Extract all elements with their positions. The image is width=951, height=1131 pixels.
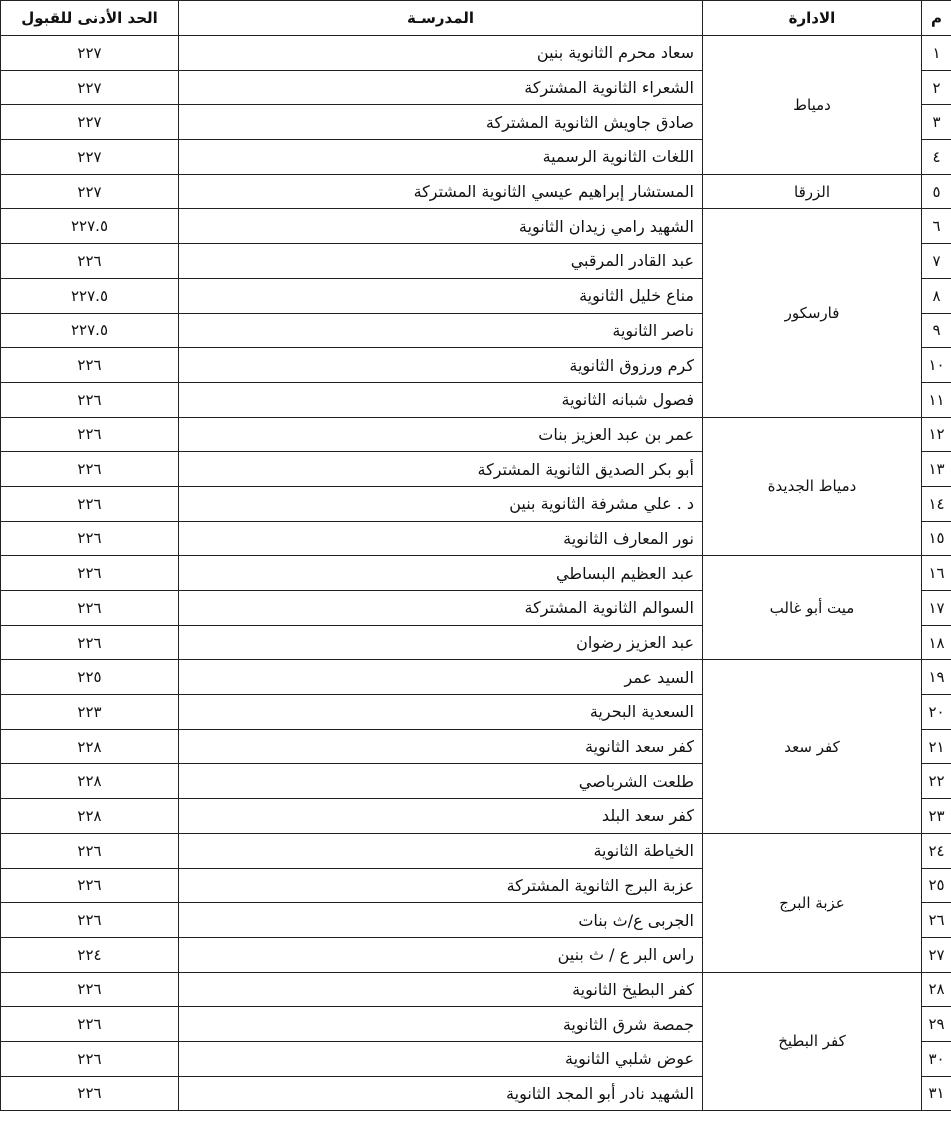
min-score: ٢٢٦ xyxy=(1,521,179,556)
min-score: ٢٢٧.٥ xyxy=(1,278,179,313)
row-number: ٢ xyxy=(922,70,951,105)
admin-cell: عزبة البرج xyxy=(703,833,922,972)
table-row xyxy=(1,833,951,868)
min-score: ٢٢٦ xyxy=(1,348,179,383)
school-name: كفر البطيخ الثانوية xyxy=(179,972,703,1007)
header-school: المدرسـة xyxy=(179,1,703,36)
school-name: عبد العظيم البساطي xyxy=(179,556,703,591)
admin-cell: فارسكور xyxy=(703,209,922,417)
school-name: ناصر الثانوية xyxy=(179,313,703,348)
min-score: ٢٢٦ xyxy=(1,903,179,938)
table-body xyxy=(1,36,951,1111)
row-number: ٢٨ xyxy=(922,972,951,1007)
row-number: ١٥ xyxy=(922,521,951,556)
school-name: راس البر ع / ث بنين xyxy=(179,937,703,972)
row-number: ٩ xyxy=(922,313,951,348)
row-number: ٢٣ xyxy=(922,799,951,834)
min-score: ٢٢٦ xyxy=(1,625,179,660)
min-score: ٢٢٨ xyxy=(1,764,179,799)
school-name: السعدية البحرية xyxy=(179,695,703,730)
table-row xyxy=(1,417,951,452)
admin-cell: دمياط xyxy=(703,36,922,175)
row-number: ١٦ xyxy=(922,556,951,591)
school-name: كرم ورزوق الثانوية xyxy=(179,348,703,383)
admin-cell: الزرقا xyxy=(703,174,922,209)
min-score: ٢٢٨ xyxy=(1,799,179,834)
row-number: ٣١ xyxy=(922,1076,951,1111)
min-score: ٢٢٦ xyxy=(1,417,179,452)
row-number: ٤ xyxy=(922,140,951,175)
min-score: ٢٢٧ xyxy=(1,70,179,105)
school-name: الخياطة الثانوية xyxy=(179,833,703,868)
school-name: السيد عمر xyxy=(179,660,703,695)
school-name: الشعراء الثانوية المشتركة xyxy=(179,70,703,105)
row-number: ١٤ xyxy=(922,486,951,521)
row-number: ٢٢ xyxy=(922,764,951,799)
admin-cell: ميت أبو غالب xyxy=(703,556,922,660)
min-score: ٢٢٦ xyxy=(1,1076,179,1111)
school-name: الشهيد رامي زيدان الثانوية xyxy=(179,209,703,244)
admin-cell: دمياط الجديدة xyxy=(703,417,922,556)
min-score: ٢٢٦ xyxy=(1,833,179,868)
min-score: ٢٢٨ xyxy=(1,729,179,764)
school-name: الجربى ع/ث بنات xyxy=(179,903,703,938)
row-number: ٣ xyxy=(922,105,951,140)
min-score: ٢٢٧ xyxy=(1,36,179,71)
header-num: م xyxy=(922,1,951,36)
header-row xyxy=(1,1,951,36)
row-number: ٢٩ xyxy=(922,1007,951,1042)
table-row xyxy=(1,556,951,591)
school-name: عبد العزيز رضوان xyxy=(179,625,703,660)
row-number: ١٣ xyxy=(922,452,951,487)
table-row xyxy=(1,209,951,244)
min-score: ٢٢٧.٥ xyxy=(1,209,179,244)
row-number: ١٧ xyxy=(922,591,951,626)
row-number: ٦ xyxy=(922,209,951,244)
school-name: السوالم الثانوية المشتركة xyxy=(179,591,703,626)
min-score: ٢٢٤ xyxy=(1,937,179,972)
school-name: المستشار إبراهيم عيسي الثانوية المشتركة xyxy=(179,174,703,209)
row-number: ٨ xyxy=(922,278,951,313)
school-name: الشهيد نادر أبو المجد الثانوية xyxy=(179,1076,703,1111)
table-row xyxy=(1,660,951,695)
row-number: ٢٦ xyxy=(922,903,951,938)
school-name: نور المعارف الثانوية xyxy=(179,521,703,556)
row-number: ٢٥ xyxy=(922,868,951,903)
school-name: جمصة شرق الثانوية xyxy=(179,1007,703,1042)
row-number: ٢٠ xyxy=(922,695,951,730)
min-score: ٢٢٦ xyxy=(1,244,179,279)
school-name: صادق جاويش الثانوية المشتركة xyxy=(179,105,703,140)
school-name: كفر سعد الثانوية xyxy=(179,729,703,764)
row-number: ١٩ xyxy=(922,660,951,695)
school-name: فصول شبانه الثانوية xyxy=(179,382,703,417)
school-name: د . علي مشرفة الثانوية بنين xyxy=(179,486,703,521)
min-score: ٢٢٦ xyxy=(1,591,179,626)
min-score: ٢٢٣ xyxy=(1,695,179,730)
school-name: كفر سعد البلد xyxy=(179,799,703,834)
min-score: ٢٢٦ xyxy=(1,1007,179,1042)
row-number: ٢٤ xyxy=(922,833,951,868)
min-score: ٢٢٦ xyxy=(1,972,179,1007)
school-name: أبو بكر الصديق الثانوية المشتركة xyxy=(179,452,703,487)
school-name: عبد القادر المرقبي xyxy=(179,244,703,279)
school-name: عزبة البرج الثانوية المشتركة xyxy=(179,868,703,903)
school-name: طلعت الشرباصي xyxy=(179,764,703,799)
header-admin: الادارة xyxy=(703,1,922,36)
min-score: ٢٢٦ xyxy=(1,868,179,903)
school-name: سعاد محرم الثانوية بنين xyxy=(179,36,703,71)
table-row xyxy=(1,174,951,209)
header-score: الحد الأدنى للقبول xyxy=(1,1,179,36)
admin-cell: كفر سعد xyxy=(703,660,922,833)
school-name: عوض شلبي الثانوية xyxy=(179,1041,703,1076)
row-number: ١٨ xyxy=(922,625,951,660)
min-score: ٢٢٦ xyxy=(1,556,179,591)
row-number: ١١ xyxy=(922,382,951,417)
school-name: مناع خليل الثانوية xyxy=(179,278,703,313)
row-number: ٥ xyxy=(922,174,951,209)
min-score: ٢٢٦ xyxy=(1,486,179,521)
school-name: اللغات الثانوية الرسمية xyxy=(179,140,703,175)
min-score: ٢٢٥ xyxy=(1,660,179,695)
min-score: ٢٢٧ xyxy=(1,174,179,209)
min-score: ٢٢٦ xyxy=(1,382,179,417)
table-row xyxy=(1,972,951,1007)
min-score: ٢٢٧.٥ xyxy=(1,313,179,348)
row-number: ٧ xyxy=(922,244,951,279)
min-score: ٢٢٧ xyxy=(1,105,179,140)
min-score: ٢٢٧ xyxy=(1,140,179,175)
school-name: عمر بن عبد العزيز بنات xyxy=(179,417,703,452)
row-number: ٢٧ xyxy=(922,937,951,972)
min-score: ٢٢٦ xyxy=(1,1041,179,1076)
min-score: ٢٢٦ xyxy=(1,452,179,487)
table-row xyxy=(1,36,951,71)
row-number: ١٠ xyxy=(922,348,951,383)
row-number: ١٢ xyxy=(922,417,951,452)
row-number: ٢١ xyxy=(922,729,951,764)
row-number: ٣٠ xyxy=(922,1041,951,1076)
row-number: ١ xyxy=(922,36,951,71)
admin-cell: كفر البطيخ xyxy=(703,972,922,1111)
